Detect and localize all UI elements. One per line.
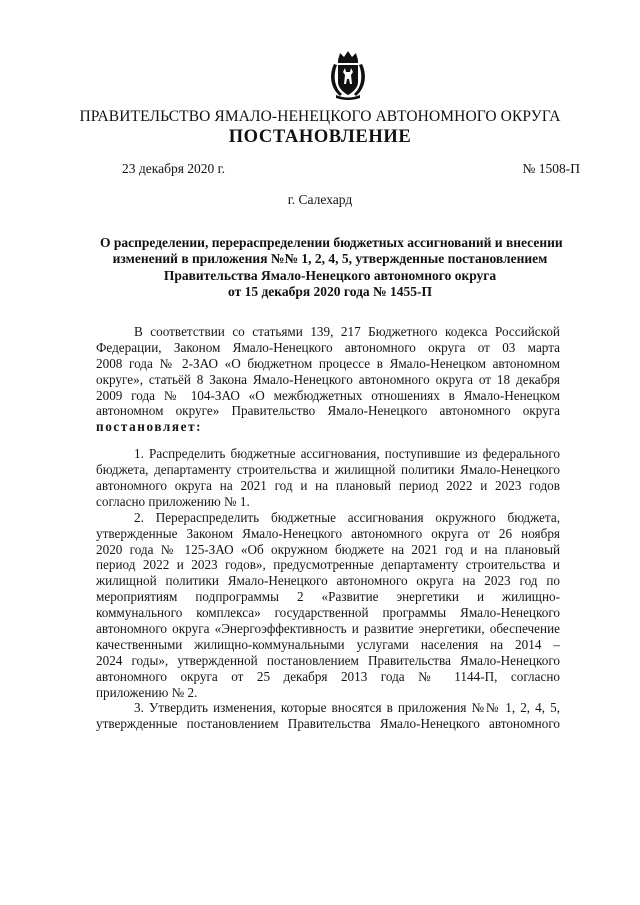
text-line: качественными жилищно-коммунальными услугами населения на 2014 – <box>96 636 560 652</box>
decree-number: № 1508-П <box>522 161 580 176</box>
text-line: 2. Перераспределить бюджетные ассигнования окружного бюджета, <box>134 509 560 525</box>
preamble-paragraph <box>96 324 560 435</box>
text-line: мероприятиям подпрограммы 2 «Развитие энергетики и жилищно- <box>96 589 560 605</box>
decree-date: 23 декабря 2020 г. <box>122 161 226 176</box>
text-line: утвержденные постановлением Правительства Ямало-Ненецкого автономного <box>96 716 560 732</box>
text-line: приложению № 2. <box>96 684 198 700</box>
item-3-paragraph <box>96 700 560 732</box>
text-line: 3. Утвердить изменения, которые вносятся в приложения №№ 1, 2, 4, 5, <box>134 700 560 716</box>
title-line: изменений в приложения №№ 1, 2, 4, 5, утвержденные постановлением <box>112 251 548 267</box>
text-line: 2009 года № 104-ЗАО «О межбюджетных отношениях в Ямало-Ненецком <box>96 387 560 403</box>
text-line: утвержденные Законом Ямало-Ненецкого автономного округа от 26 ноября <box>96 525 560 541</box>
document-type: ПОСТАНОВЛЕНИЕ <box>228 127 412 147</box>
title-line: О распределении, перераспределении бюджетных ассигнований и внесении <box>100 235 563 250</box>
text-line: автономном округе» Правительство Ямало-Ненецкого автономного округа <box>96 403 560 419</box>
text-line: период 2022 и 2023 годов», предусмотренные департаменту строительства и <box>96 557 560 573</box>
text-line: автономного округа на 2021 год и на плановый период 2022 и 2023 годов <box>96 478 560 494</box>
government-name: ПРАВИТЕЛЬСТВО ЯМАЛО-НЕНЕЦКОГО АВТОНОМНОГО ОКРУГА <box>79 108 561 125</box>
decides-keyword: постановляет: <box>96 419 203 435</box>
decree-body <box>96 324 560 732</box>
text-line: округе», статьёй 8 Закона Ямало-Ненецкого автономного округа от 18 декабря <box>96 371 560 387</box>
item-1-paragraph <box>96 446 560 510</box>
text-line: жилищной политики Ямало-Ненецкого автономного округа на 2023 год по <box>96 573 560 589</box>
text-line: автономного округа «Энергоэффективность и развитие энергетики, обеспечение <box>96 621 560 637</box>
title-line: от 15 декабря 2020 года № 1455-П <box>228 283 432 299</box>
text-line: Федерации, Законом Ямало-Ненецкого автономного округа от 03 марта <box>96 339 560 355</box>
text-line: бюджета, департаменту строительства и жилищной политики Ямало-Ненецкого <box>96 462 560 478</box>
text-line: 2020 года № 125-ЗАО «Об окружном бюджете на 2021 год и на плановый <box>96 541 560 557</box>
title-line: Правительства Ямало-Ненецкого автономного округа <box>163 267 497 283</box>
text-line: автономного округа от 25 декабря 2013 года № 1144-П, согласно <box>96 668 560 684</box>
text-line: 1. Распределить бюджетные ассигнования, поступившие из федерального <box>134 446 560 462</box>
text-line: 2008 года № 2-ЗАО «О бюджетном процессе в Ямало-Ненецком автономном <box>96 355 560 371</box>
text-line: согласно приложению № 1. <box>96 493 250 509</box>
text-line: В соответствии со статьями 139, 217 Бюджетного кодекса Российской <box>134 324 560 339</box>
text-line: 2024 годы», утвержденной постановлением Правительства Ямало-Ненецкого <box>96 652 560 668</box>
city: г. Салехард <box>287 192 353 207</box>
coat-of-arms-icon <box>326 50 370 100</box>
text-line: коммунального комплекса» государственной программы Ямало-Ненецкого <box>96 605 560 621</box>
item-2-paragraph <box>96 510 560 701</box>
decree-title <box>100 235 563 300</box>
